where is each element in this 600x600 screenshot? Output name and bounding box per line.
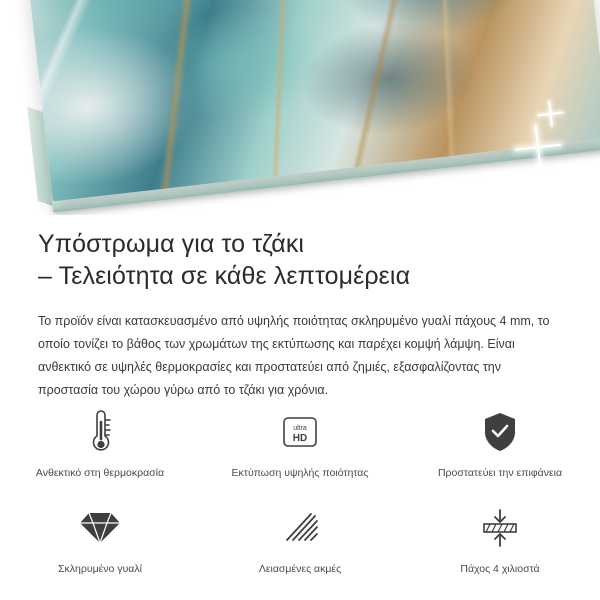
headline-line-2: – Τελειότητα σε κάθε λεπτομέρεια [38,262,411,290]
feature-label: Σκληρυμένο γυαλί [58,563,142,575]
feature-label: Εκτύπωση υψηλής ποιότητας [231,467,369,479]
feature-label: Πάχος 4 χιλιοστά [460,563,540,575]
svg-text:HD: HD [292,433,308,444]
feature-label: Λειασμένες ακμές [258,563,342,575]
hero-image-inner [0,0,600,215]
feature-item-print-quality [200,400,400,480]
feature-item-temperature [0,400,200,480]
glass-panel-surface [19,0,600,201]
feature-item-polished-edges [200,496,400,576]
text-content [0,228,600,402]
svg-text:ultra: ultra [293,425,307,432]
glass-panel-gold-veins [19,0,600,201]
feature-grid [0,400,600,576]
diamond-icon [0,502,200,554]
hero-image [0,0,600,215]
body-paragraph: Το προϊόν είναι κατασκευασμένο από υψηλής ποιότητας σκληρυμένο γυαλί πάχους 4 mm, το οποίο τονίζει το βάθος των χρωμάτων της εκτύπωσης και παρέχει κομψή λάμψη. Είναι ανθεκτικό σε υψηλές θερμοκρασίες και προστατεύει από ζημιές, εξασφαλίζοντας την προστασία του χώρου γύρω από το τζάκι για χρόνια. [38,314,550,397]
feature-label: Προστατεύει την επιφάνεια [437,467,563,479]
thermometer-icon [0,406,200,458]
headline-line-1: Υπόστρωμα για το τζάκι [38,230,305,258]
sparkle-small-icon [536,99,565,128]
feature-item-tempered-glass [0,496,200,576]
ultra-hd-icon [200,406,400,458]
polished-edges-icon [200,502,400,554]
shield-check-icon [400,406,600,458]
page-title [38,228,562,292]
feature-label: Ανθεκτικό στη θερμοκρασία [35,467,165,479]
feature-item-thickness [400,496,600,576]
feature-item-surface-protection [400,400,600,480]
sparkle-icon [513,122,564,173]
thickness-arrows-icon [400,502,600,554]
